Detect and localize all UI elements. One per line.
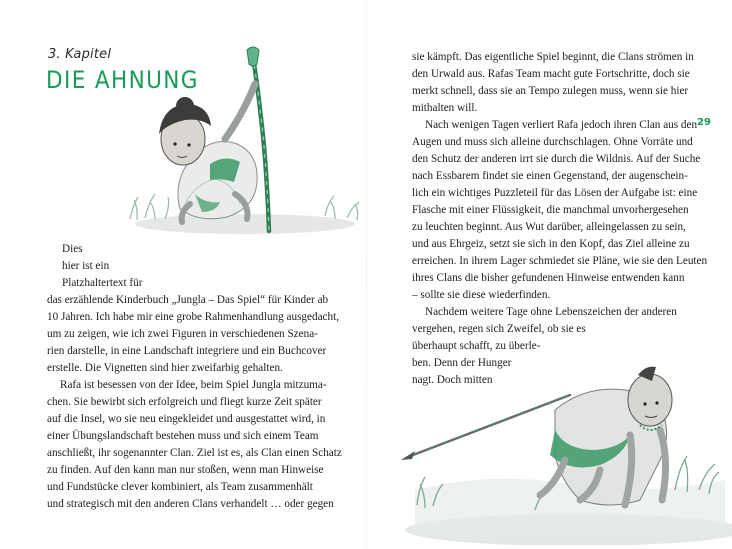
text-line: und aus Ehrgeiz, setzt sie sich in den Kopf, das Ziel alleine zu	[412, 238, 690, 250]
text-line: und strategisch mit den anderen Clans verhandelt … oder gegen	[47, 498, 334, 510]
text-line: Nach wenigen Tagen verliert Rafa jedoch ihren Clan aus den	[425, 119, 698, 131]
text-line: auf die Insel, wo sie neu eingekleidet und ausgestattet wird, in	[47, 413, 326, 425]
text-line: und Fundstücke clever kombiniert, als Team zusammenhält	[47, 481, 313, 493]
illustration-boy-with-spear	[395, 340, 732, 545]
text-line: nagt. Doch mitten	[412, 374, 493, 386]
text-line: einer Übungslandschaft bestehen muss und sich einem Team	[47, 430, 319, 442]
chapter-title: DIE AHNUNG	[46, 66, 199, 94]
chapter-label: 3. Kapitel	[48, 47, 112, 62]
text-line: lich ein wichtiges Puzzleteil für das Lösen der Aufgabe ist: eine	[412, 187, 698, 199]
text-line: sie kämpft. Das eigentliche Spiel beginnt, die Clans strömen in	[412, 51, 694, 63]
text-line: anschließt, ihr sogenannter Clan. Ziel ist es, als Clan einen Schatz	[47, 447, 342, 459]
text-line: Augen und muss sich alleine durchschlagen. Ohne Vorräte und	[412, 136, 693, 148]
text-line: Nachdem weitere Tage ohne Lebenszeichen der anderen	[425, 306, 677, 318]
text-line: erreichen. In ihrem Lager schmiedet sie Pläne, wie sie den Leuten	[412, 255, 708, 267]
text-line: den Urwald aus. Rafas Team macht gute Fortschritte, doch sie	[412, 68, 690, 80]
text-line: zu leuchten beginnt. Aus Wut darüber, alleingelassen zu sein,	[412, 221, 686, 233]
text-line: Rafa ist besessen von der Idee, beim Spiel Jungla mitzuma-	[60, 379, 327, 391]
text-line: hier ist ein	[62, 260, 110, 272]
text-line: überhaupt schafft, zu überle-	[412, 340, 541, 352]
text-line: mithalten will.	[412, 102, 478, 114]
text-line: rien darstelle, in eine Landschaft integriere und ein Buchcover	[47, 345, 327, 357]
text-line: ben. Denn der Hunger	[412, 357, 512, 369]
text-line: nach Essbarem findet sie einen Gegenstand, der augenschein-	[412, 170, 688, 182]
text-line: merkt schnell, dass sie an Tempo zulegen muss, wenn sie hier	[412, 85, 689, 97]
text-line: um zu zeigen, wie ich zwei Figuren in verschiedenen Szena-	[47, 328, 318, 340]
text-line: chen. Sie bewirbt sich erfolgreich und fliegt kurze Zeit später	[47, 396, 322, 408]
illustration-girl-with-staff	[125, 44, 370, 244]
text-line: erstelle. Die Vignetten sind hier zweifarbig gehalten.	[47, 362, 283, 374]
text-line: den Schutz der anderen irrt sie durch die Wildnis. Auf der Suche	[412, 153, 701, 165]
text-line: ihres Clans die bisher gefundenen Hinweise entwenden kann	[412, 272, 685, 284]
text-line: Flasche mit einer Flüssigkeit, die manchmal unvorhergesehen	[412, 204, 689, 216]
text-line: Platzhaltertext für	[62, 277, 143, 289]
page-number: 29	[697, 117, 711, 128]
text-line: Dies	[62, 243, 83, 255]
text-line: – sollte sie diese wiederfinden.	[412, 289, 551, 301]
text-line: vergehen, regen sich Zweifel, ob sie es	[412, 323, 586, 335]
text-line: 10 Jahren. Ich habe mir eine grobe Rahmenhandlung ausgedacht,	[47, 311, 340, 323]
text-line: zu finden. Auf den kann man nur stoßen, wenn man Hinweise	[47, 464, 324, 476]
text-line: das erzählende Kinderbuch „Jungla – Das Spiel“ für Kinder ab	[47, 294, 329, 306]
